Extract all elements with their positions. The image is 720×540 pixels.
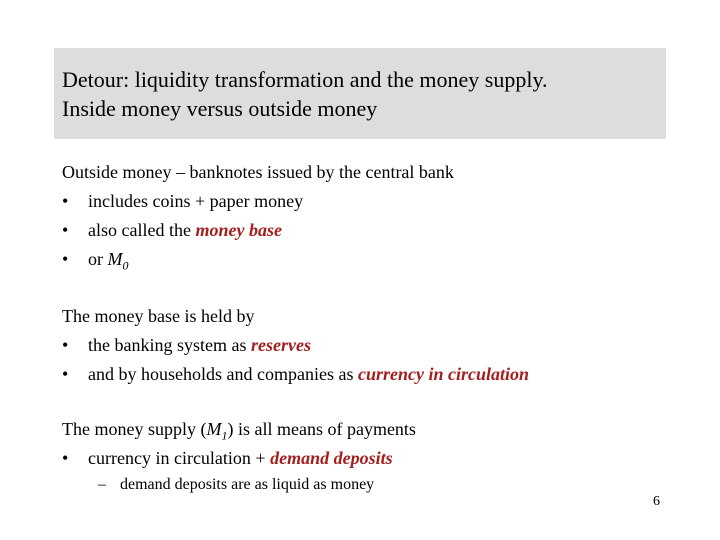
emphasis-demand-deposits: demand deposits [270, 448, 393, 468]
page-number: 6 [653, 494, 660, 509]
emphasis-reserves: reserves [250, 335, 311, 355]
dash-symbol: – [98, 476, 106, 493]
bullet-symbol: • [62, 335, 69, 355]
section3-sub-bullet-1 [98, 473, 374, 497]
section1-heading: Outside money – banknotes issued by the central bank [62, 162, 454, 182]
bullet-symbol: • [62, 220, 69, 240]
emphasis-money-base: money base [195, 220, 282, 240]
section3-heading: The money supply $(M_1)$ is all means of payments [62, 419, 416, 443]
bullet-text: or [88, 249, 108, 269]
section2-heading: The money base is held by [62, 306, 255, 326]
section1-bullet-3 [62, 245, 129, 281]
sub-bullet-text: demand deposits are as liquid as money [120, 476, 375, 493]
emphasis-currency-in-circulation: currency in circulation [357, 364, 529, 384]
section3-bullet-1 [62, 444, 393, 473]
slide-title-line-1: Detour: liquidity transformation and the money supply. [62, 67, 548, 92]
bullet-text: also called the [88, 220, 196, 240]
bullet-text: currency in circulation + [88, 448, 271, 468]
bullet-text: includes coins + paper money [88, 191, 304, 211]
section1-bullet-1 [62, 187, 303, 216]
section1-bullet-2 [62, 216, 282, 245]
section2-bullet-1 [62, 331, 311, 360]
bullet-symbol: • [62, 448, 69, 468]
bullet-symbol: • [62, 364, 69, 384]
bullet-text: the banking system as [88, 335, 251, 355]
section2-bullet-2 [62, 360, 529, 389]
bullet-symbol: • [62, 249, 69, 269]
bullet-text: and by households and companies as [88, 364, 358, 384]
slide-title-line-2: Inside money versus outside money [62, 96, 378, 121]
slide-title-box [54, 48, 666, 139]
math-m1: $M_1$ [206, 419, 228, 443]
bullet-symbol: • [62, 191, 69, 211]
math-m0: $M_0$ [107, 249, 129, 273]
